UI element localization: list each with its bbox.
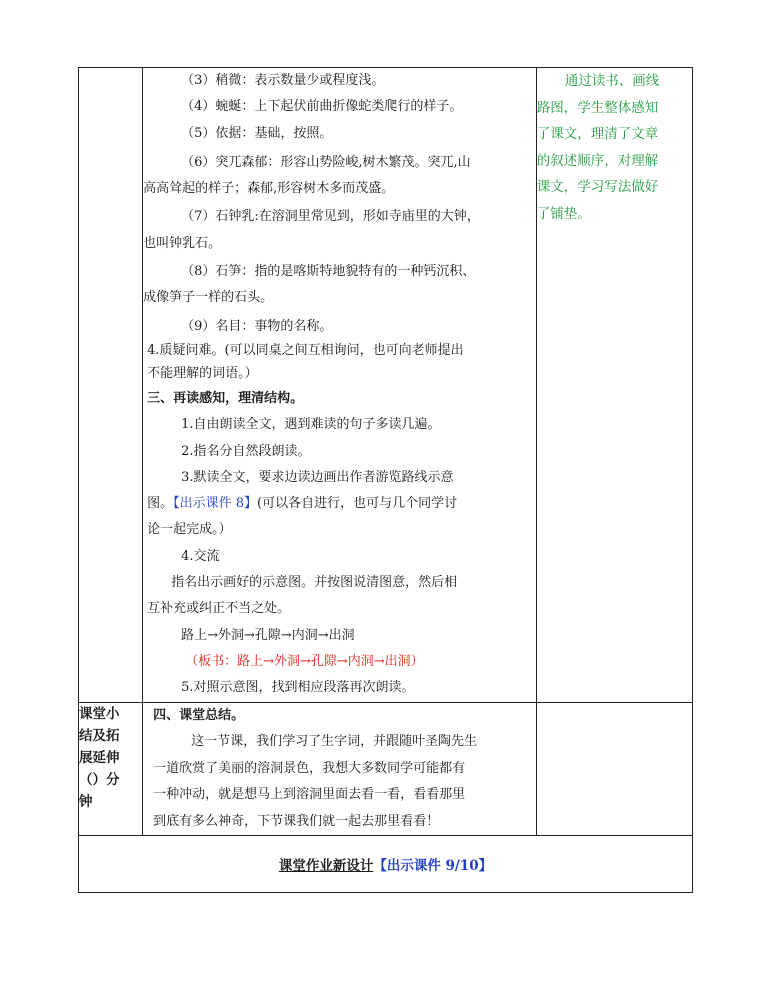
word-note-7: （7）石钟乳:在溶洞里常见到，形如寺庙里的大钟， bbox=[181, 209, 480, 225]
word-note-3: （3）稍微：表示数量少或程度浅。 bbox=[181, 73, 385, 88]
exchange-detail-cont: 互补充或纠正不当之处。 bbox=[147, 601, 291, 617]
word-note-5: （5）依据：基础，按照。 bbox=[181, 125, 333, 141]
question-step: 4.质疑问难。(可以同桌之间互相询问，也可向老师提出 bbox=[147, 342, 464, 358]
summary-note-cell bbox=[536, 702, 692, 836]
blackboard-route: （板书：路上→外洞→孔隙→内洞→出洞） bbox=[185, 653, 424, 669]
design-intent-line-3: 了课文，理清了文章 bbox=[536, 126, 659, 142]
word-note-4: （4）蜿蜒：上下起伏前曲折像蛇类爬行的样子。 bbox=[181, 99, 463, 115]
exchange-detail: 指名出示画好的示意图。并按图说清图意，然后相 bbox=[171, 575, 458, 591]
exchange-step: 4.交流 bbox=[181, 548, 220, 564]
table-row-homework bbox=[79, 836, 693, 893]
homework-title: 课堂作业新设计 bbox=[278, 858, 374, 875]
word-note-8: （8）石笋：指的是喀斯特地貌特有的一种钙沉积、 bbox=[181, 264, 476, 280]
section-heading-3: 三、再读感知，理清结构。 bbox=[147, 390, 304, 406]
reading-step-3: 3.默读全文，要求边读边画出作者游览路线示意 bbox=[181, 469, 454, 485]
summary-text-1: 这一节课，我们学习了生字词，并跟随叶圣陶先生 bbox=[191, 734, 478, 750]
summary-label-line-2: 结及拓 bbox=[79, 727, 120, 744]
summary-text-4: 到底有多么神奇，下节课我们就一起去那里看看！ bbox=[153, 813, 440, 829]
design-intent-cell bbox=[536, 68, 692, 703]
table-row-process bbox=[79, 68, 693, 703]
design-intent-line-6: 了铺垫。 bbox=[536, 205, 591, 222]
word-note-8-cont: 成像笋子一样的石头。 bbox=[143, 290, 274, 306]
summary-content-cell bbox=[143, 702, 537, 836]
reading-step-2: 2.指名分自然段朗读。 bbox=[181, 443, 311, 459]
reading-step-5: 5.对照示意图，找到相应段落再次朗读。 bbox=[181, 680, 415, 696]
courseware-9-10-link: 【出示课件 9/10】 bbox=[373, 858, 493, 875]
reading-step-3-prefix: 图。 bbox=[147, 496, 174, 512]
lesson-plan-table bbox=[78, 67, 693, 893]
design-intent-line-2: 路图，学生整体感知 bbox=[536, 99, 659, 116]
summary-text-2: 一道欣赏了美丽的溶洞景色，我想大多数同学可能都有 bbox=[153, 760, 466, 776]
route-sequence: 路上→外洞→孔隙→内洞→出洞 bbox=[181, 627, 355, 643]
summary-label-line-5: 钟 bbox=[79, 793, 93, 810]
reading-step-3-end: 论一起完成。） bbox=[147, 522, 232, 538]
design-intent-line-1: 通过读书、画线 bbox=[564, 73, 660, 89]
design-intent-line-4: 的叙述顺序，对理解 bbox=[536, 152, 659, 169]
courseware-8-link: 【出示课件 8】 bbox=[173, 496, 258, 512]
summary-label-cell bbox=[79, 702, 143, 836]
summary-label-line-3: 展延伸 bbox=[79, 749, 120, 766]
homework-cell bbox=[79, 836, 693, 893]
question-step-cont: 不能理解的词语。） bbox=[147, 365, 258, 381]
reading-step-3-note: (可以各自进行，也可与几个同学讨 bbox=[257, 496, 458, 512]
summary-label-line-4: （）分 bbox=[79, 771, 120, 788]
section-heading-4: 四、课堂总结。 bbox=[153, 707, 245, 723]
reading-step-1: 1.自由朗读全文，遇到难读的句子多读几遍。 bbox=[181, 417, 441, 433]
reading-step-3-cont bbox=[143, 491, 536, 517]
word-note-9: （9）名目：事物的名称。 bbox=[181, 318, 333, 334]
summary-text-3: 一种冲动，就是想马上到溶洞里面去看一看，看看那里 bbox=[153, 787, 466, 803]
left-cell-empty bbox=[79, 68, 143, 703]
design-intent-line-5: 课文，学习写法做好 bbox=[536, 179, 659, 195]
teaching-content-cell bbox=[143, 68, 537, 703]
summary-label-line-1: 课堂小 bbox=[79, 705, 120, 722]
word-note-7-cont: 也叫钟乳石。 bbox=[143, 235, 222, 251]
word-note-6-cont: 高高耸起的样子；森郁,形容树木多而茂盛。 bbox=[143, 181, 395, 197]
word-note-6: （6）突兀森郁：形容山势险峻,树木繁茂。突兀,山 bbox=[181, 154, 471, 170]
table-row-summary bbox=[79, 702, 693, 836]
